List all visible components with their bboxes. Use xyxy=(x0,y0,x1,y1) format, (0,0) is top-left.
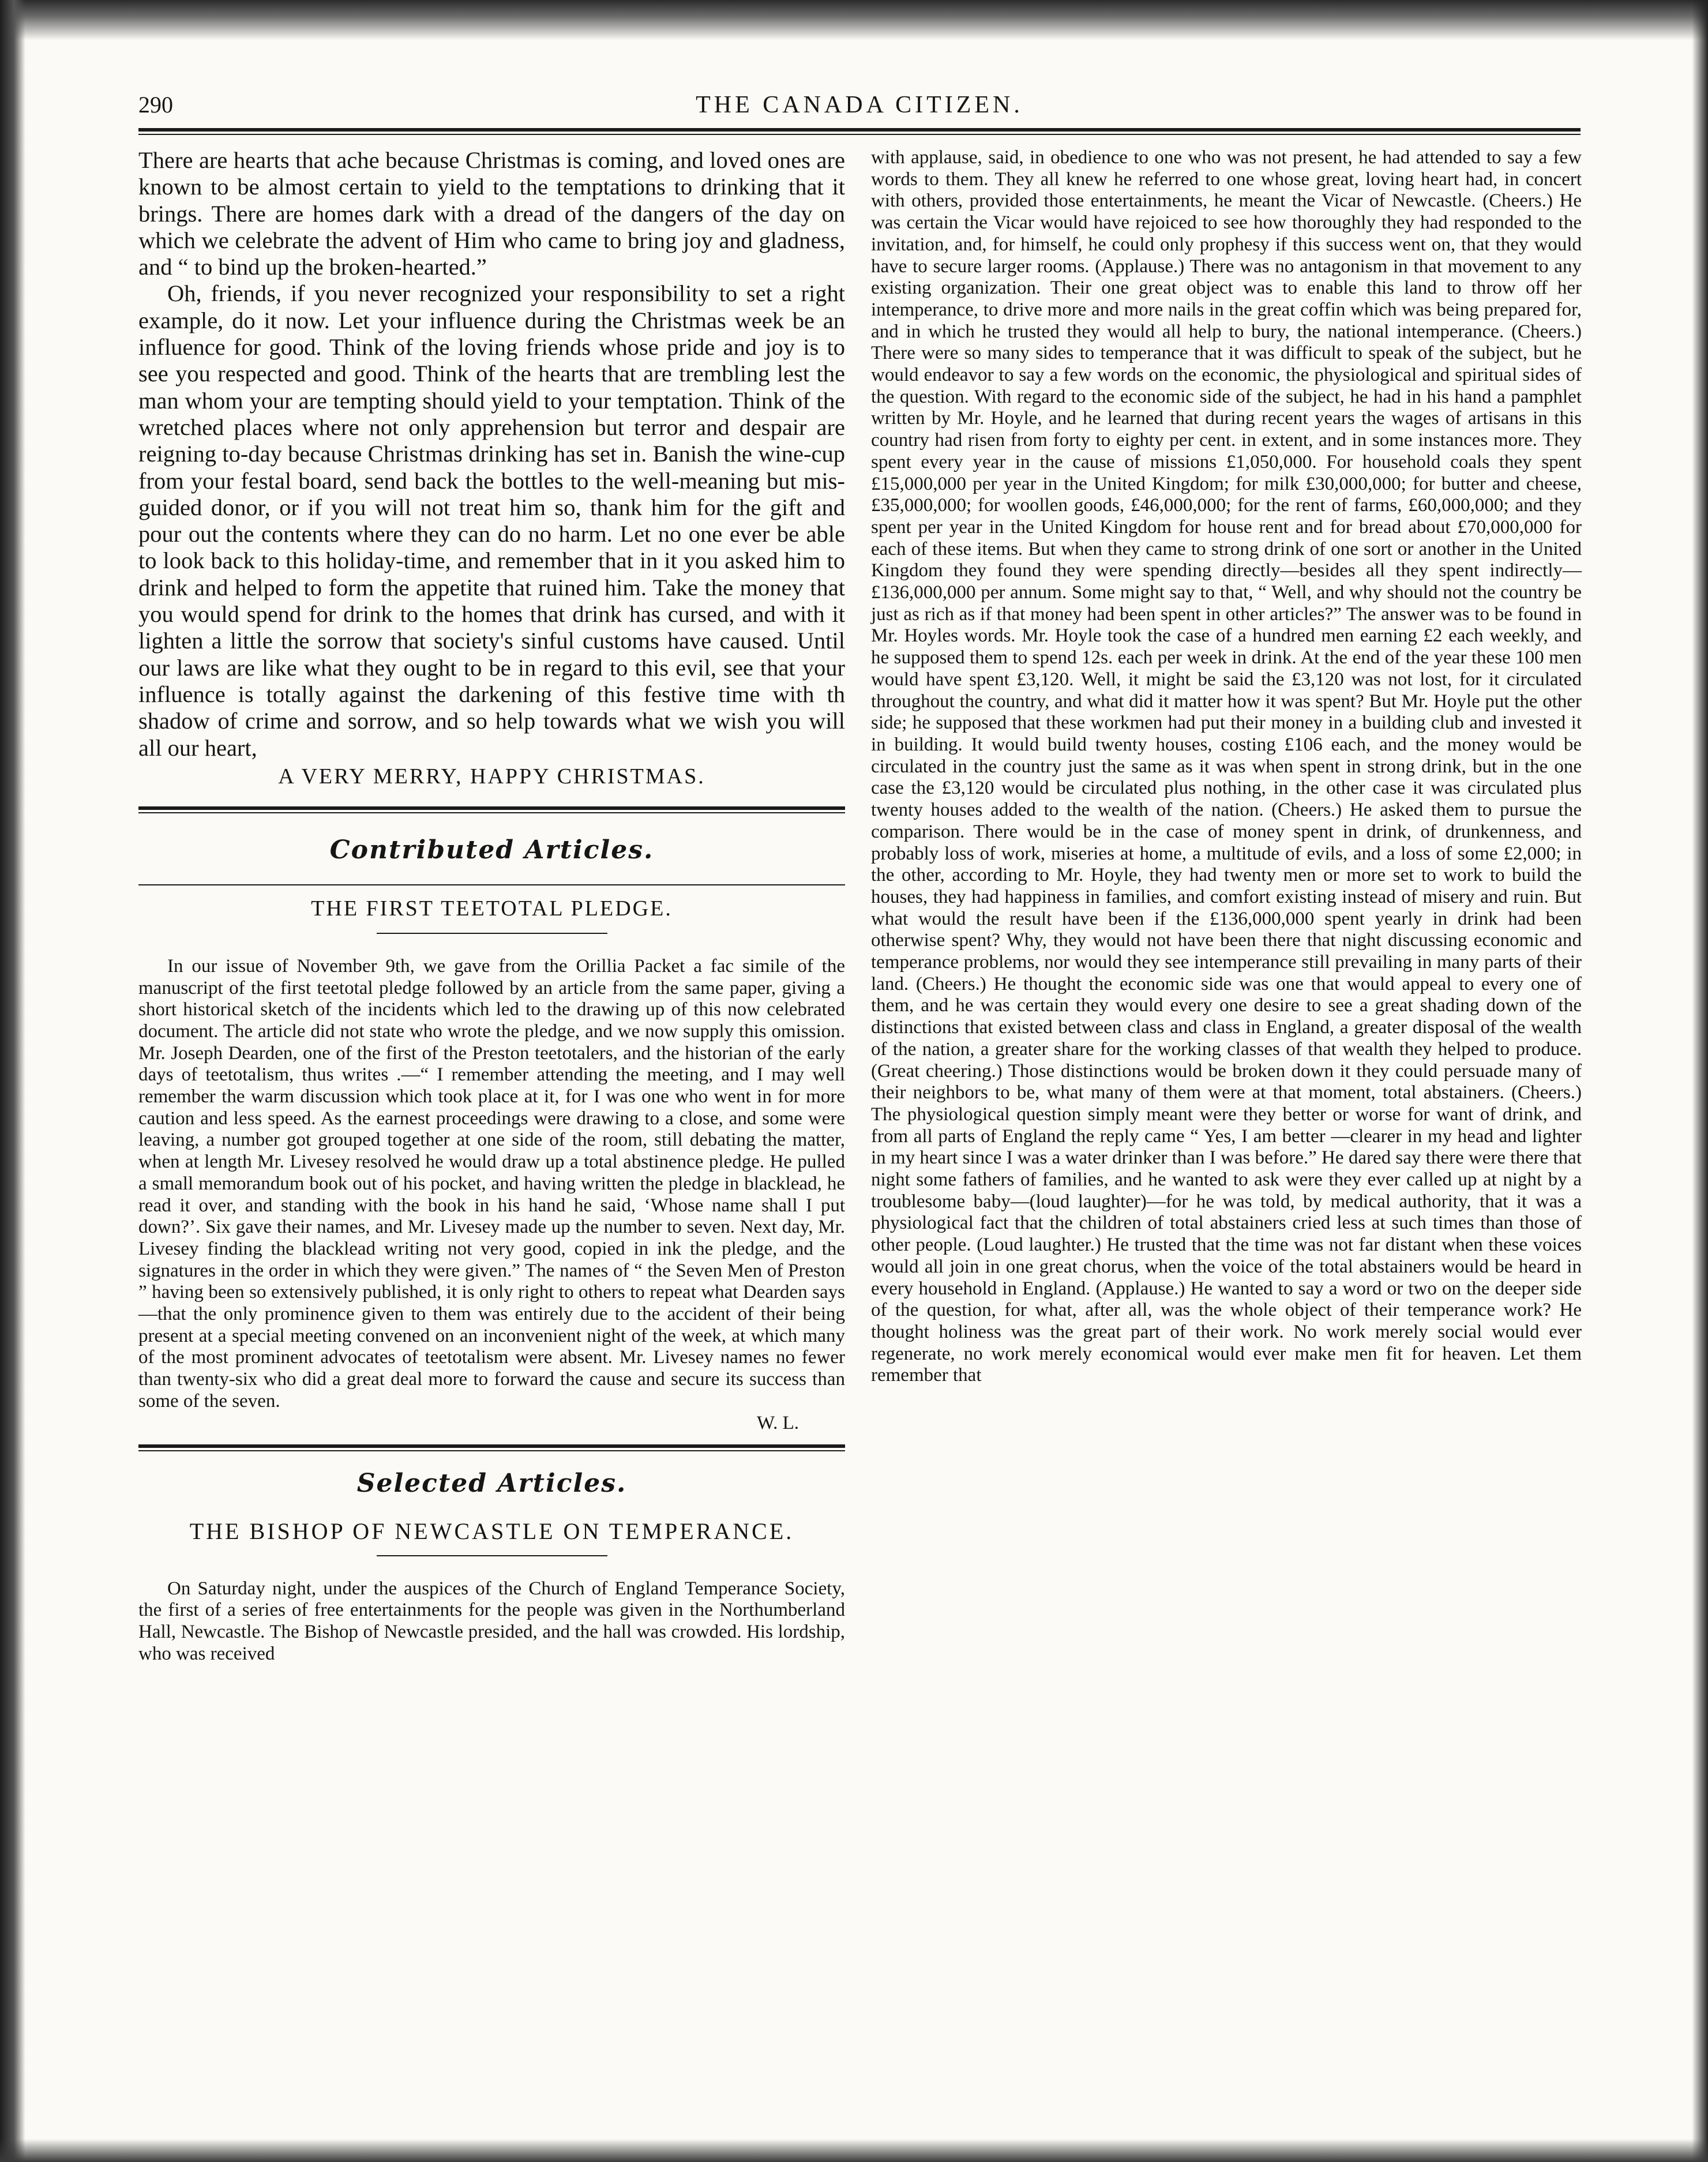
editorial-paragraph: There are hearts that ache because Christmas is coming, and loved ones are known to be almost certain to yield to the temptations to drinking that it brings. There are homes dark with a dread of the dangers of the day on which we celebrate the advent of Him who came to bring joy and gladness, and “ to bind up the broken-hearted.” xyxy=(138,147,845,280)
first-pledge-body: In our issue of November 9th, we gave from the Orillia Packet a fac simile of the manuscript of the first teetotal pledge followed by an article from the same paper, giving a short historical sketch of the incidents which led to the drawing up of this now celebrated document. The article did not state who wrote the pledge, and we now supply this omission. Mr. Joseph Dearden, one of the first of the Preston teetotalers, and the historian of the early days of teetotalism, thus writes .—“ I remember attending the meeting, and I may well remember the warm discussion which took place at it, for I was one who went in for more caution and less speed. As the earnest proceedings were drawing to a close, and some were leaving, a number got grouped together at one side of the room, still debating the matter, when at length Mr. Livesey resolved he would draw up a total abstinence pledge. He pulled a small memorandum book out of his pocket, and having written the pledge in blacklead, he read it over, and standing with the book in his hand he said, ‘Whose name shall I put down?’. Six gave their names, and Mr. Livesey made up the number to seven. Next day, Mr. Livesey finding the blacklead writing not very good, copied in ink the pledge, and the signatures in the order in which they were given.” The names of “ the Seven Men of Preston ” having been so extensively published, it is only right to others to repeat what Dearden says —that the only prominence given to them was entirely due to the accident of their being present at a special meeting convened on an inconvenient night of the week, at which many of the most prominent advocates of teetotalism were absent. Mr. Livesey names no fewer than twenty-six who did a great deal more to forward the cause and secure its success than some of the seven. xyxy=(138,955,845,1412)
scan-edge-bottom xyxy=(0,2139,1708,2162)
editorial-signoff: A VERY MERRY, HAPPY CHRISTMAS. xyxy=(278,764,705,789)
selected-section-heading: Selected Articles. xyxy=(356,1468,627,1498)
article-signature: W. L. xyxy=(756,1412,799,1433)
page-number: 290 xyxy=(138,92,173,118)
title-rule xyxy=(377,933,607,934)
heading-rule xyxy=(138,884,845,885)
scan-edge-right xyxy=(1692,0,1708,2162)
right-column xyxy=(871,147,1582,1387)
first-pledge-title: THE FIRST TEETOTAL PLEDGE. xyxy=(311,896,673,921)
scan-edge-left xyxy=(0,0,25,2162)
masthead-title: THE CANADA CITIZEN. xyxy=(696,92,1023,118)
editorial-paragraph: Oh, friends, if you never recognized your responsibility to set a right example, do it now. Let your influence during the Christmas week be an influence for good. Think of the loving friends whose pride and joy is to see you respected and good. Think of the hearts that are trembling lest the man whom your are tempting should yield to your temptation. Think of the wretched places where not only apprehension but terror and despair are reigning to-day because Christmas drinking has set in. Banish the wine-cup from your festal board, send back the bottles to the well-meaning but mis-guided donor, or if you will not treat him so, thank him for the gift and pour out the contents where they can do no harm. Let no one ever be able to look back to this holiday-time, and remember that in it you asked him to drink and helped to form the appetite that ruined him. Take the money that you would spend for drink to the homes that drink has cursed, and with it lighten a little the sorrow that society's sinful customs have caused. Until our laws are like what they ought to be in regard to this evil, see that your influence is totally against the darkening of this festive time with th shadow of crime and sorrow, and so help towards what we wish you will all our heart, xyxy=(138,280,845,761)
bishop-article-body: On Saturday night, under the auspices of the Church of England Temperance Society, the first of a series of free entertainments for the people was given in the Northumberland Hall, Newcastle. The Bishop of Newcastle presided, and the hall was crowded. His lordship, who was received xyxy=(138,1578,845,1664)
contributed-section-heading: Contributed Articles. xyxy=(329,835,654,865)
first-pledge-article xyxy=(138,956,845,1434)
section-divider xyxy=(138,806,845,813)
page-header xyxy=(138,91,1581,126)
title-rule xyxy=(377,1555,607,1556)
section-divider xyxy=(138,1444,845,1451)
bishop-article-continued: with applause, said, in obedience to one who was not present, he had attended to say a few words to them. They all knew he referred to one whose great, loving heart had, in concert with others, provided those entertainments, he meant the Vicar of Newcastle. (Cheers.) He was certain the Vicar would have rejoiced to see how thoroughly they had responded to the invitation, and, for himself, he could only prophesy if this success went on, that they would have to secure larger rooms. (Applause.) There was no antagonism in that movement to any existing organization. Their one great object was to enable this land to throw off her intemperance, to drive more and more nails in the great coffin which was being prepared for, and in which he trusted they would all help to bury, the national intemperance. (Cheers.) There were so many sides to temperance that it was difficult to speak of the subject, but he would endeavor to say a few words on the economic, the physiological and spiritual sides of the question. With regard to the economic side of the subject, he had in his hand a pamphlet written by Mr. Hoyle, and he learned that during recent years the wages of artisans in this country had risen from forty to eighty per cent. in extent, and in some instances more. They spent every year in the cause of missions £1,050,000. For household coals they spent £15,000,000 per year in the United Kingdom; for milk £30,000,000; for butter and cheese, £35,000,000; for woollen goods, £46,000,000; for the rent of farms, £60,000,000; and they spent per year in the United Kingdom for house rent and for bread about £70,000,000 for each of these items. But when they came to strong drink of one sort or another in the United Kingdom they found they were spending directly—besides all they spent indirectly—£136,000,000 per annum. Some might say to that, “ Well, and why should not the country be just as rich as if that money had been spent in other articles?” The answer was to be found in Mr. Hoyles words. Mr. Hoyle took the case of a hundred men earning £2 each weekly, and he supposed them to spend 12s. each per week in drink. At the end of the year these 100 men would have spent £3,120. Well, it might be said the £3,120 was not lost, for it circulated throughout the country, and what did it matter how it was spent? But Mr. Hoyle put the other side; he supposed that these workmen had put their money in a building club and invested it in building. It would build twenty houses, costing £106 each, and the money would be circulated in the country just the same as it was when spent in strong drink, but in the one case the £3,120 would be circulated plus nothing, in the other case it was circulated plus twenty houses added to the wealth of the nation. (Cheers.) He asked them to pursue the comparison. There would be in the case of money spent in drink, of drunkenness, and probably loss of work, miseries at home, a multitude of evils, and a loss of some £2,000; in the other, according to Mr. Hoyle, they had twenty men or more set to work to build the houses, they had happiness in families, and comfort existing instead of misery and ruin. But what would the result have been if the £136,000,000 spent yearly in drink had been otherwise spent? Why, they would not have been there that night discussing economic and temperance problems, nor would they see intemperance still prevailing in many parts of their land. (Cheers.) He thought the economic side was one that would appeal to every one of them, and he was certain they would every one desire to see a great shading down of the distinctions that existed between class and class in England, a greater disposal of the wealth of the nation, a greater share for the working classes of that wealth they helped to produce. (Great cheering.) Those distinctions would be broken down it they could persuade many of their neighbors to be, what many of them were at that moment, total abstainers. (Cheers.) The physiological question simply meant were they better or worse for want of drink, and from all parts of England the reply came “ Yes, I am better —clearer in my head and lighter in my heart since I was a water drinker than I was before.” He dared say there were there that night some fathers of families, and he wanted to ask were they ever called up at night by a troublesome baby—(loud laughter)—for he was told, by medical authority, that it was a physiological fact that the children of total abstainers cried less at such times than those of other people. (Loud laughter.) He trusted that the time was not far distant when these voices would all join in one great chorus, when the voice of the total abstainers would be heard in every household in England. (Applause.) He wanted to say a word or two on the deeper side of the question, for what, after all, was the whole object of their temperance work? He thought holiness was the great part of their work. No work merely social would ever regenerate, no work merely economical would ever make men fit for heaven. Let them remember that xyxy=(871,147,1582,1386)
header-rule xyxy=(138,128,1581,135)
left-column xyxy=(138,147,845,1665)
bishop-article xyxy=(138,1578,845,1665)
christmas-editorial xyxy=(138,147,845,789)
scan-edge-top xyxy=(0,0,1708,40)
bishop-article-title: THE BISHOP OF NEWCASTLE ON TEMPERANCE. xyxy=(189,1518,794,1544)
